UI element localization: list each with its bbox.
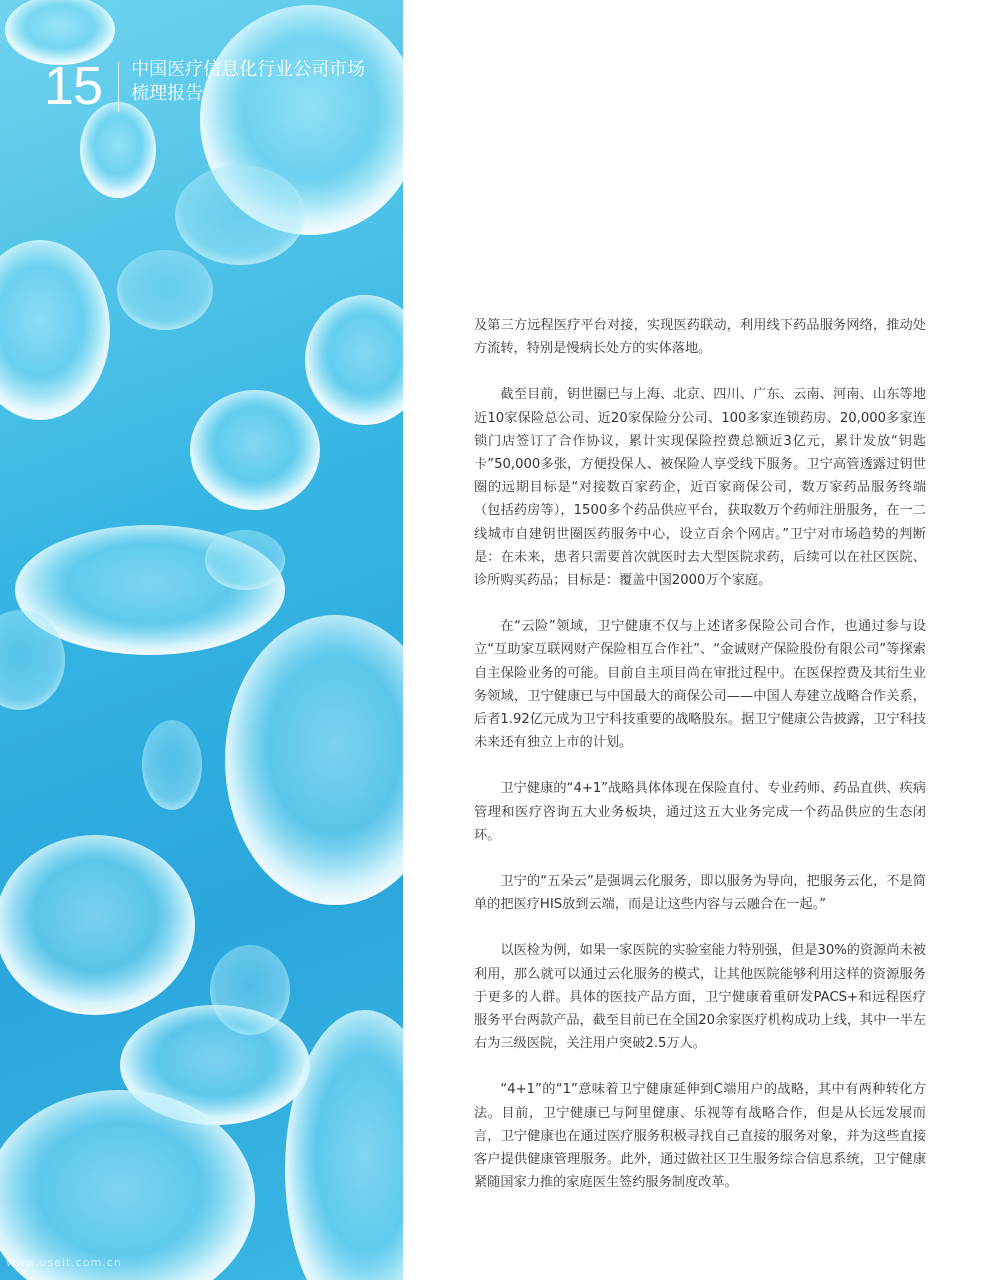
- report-title-line2: 梳理报告: [131, 83, 204, 104]
- paragraph: 在“云险”领域，卫宁健康不仅与上述诸多保险公司合作，也通过参与设立“互助家互联网财产保险相互合作社”、“金诚财产保险股份有限公司”等探索自主保险业务的可能。目前自主项目尚在审批过程中。在医保控费及其衍生业务领域，卫宁健康已与中国最大的商保公司——中国人寿建立战略合作关系，后者1.92亿元成为卫宁科技重要的战略股东。据卫宁健康公告披露，卫宁科技未来还有独立上市的计划。: [474, 619, 926, 751]
- report-title-line1: 中国医疗信息化行业公司市场: [131, 59, 366, 80]
- paragraph: “4+1”的“1”意味着卫宁健康延伸到C端用户的战略，其中有两种转化方法。目前，卫宁健康已与阿里健康、乐视等有战略合作，但是从长远发展而言，卫宁健康也在通过医疗服务积极寻找自己直接的服务对象，并为这些直接客户提供健康管理服务。此外，通过做社区卫生服务综合信息系统，卫宁健康紧随国家力推的家庭医生签约服务制度改革。: [474, 1082, 926, 1191]
- paragraph: 及第三方远程医疗平台对接，实现医药联动，利用线下药品服务网络，推动处方流转，特别是慢病长处方的实体落地。: [474, 318, 926, 357]
- report-title: [131, 58, 391, 106]
- page-header: [44, 58, 391, 114]
- paragraph: 卫宁的“五朵云”是强调云化服务，即以服务为导向，把服务云化，不是简单的把医疗HIS放到云端，而是让这些内容与云融合在一起。”: [474, 874, 926, 913]
- page-number: 15: [44, 56, 103, 116]
- paragraph: 卫宁健康的“4+1”战略具体体现在保险直付、专业药师、药品直供、疾病管理和医疗咨询五大业务板块，通过这五大业务完成一个药品供应的生态闭环。: [474, 781, 926, 843]
- blood-cells-illustration: [0, 0, 403, 1280]
- cover-image-panel: [0, 0, 403, 1280]
- paragraph: 以医检为例，如果一家医院的实验室能力特别强，但是30%的资源尚未被利用，那么就可以通过云化服务的模式，让其他医院能够利用这样的资源服务于更多的人群。具体的医技产品方面，卫宁健康着重研发PACS+和远程医疗服务平台两款产品，截至目前已在全国20余家医疗机构成功上线，其中一半左右为三级医院，关注用户突破2.5万人。: [474, 943, 926, 1052]
- article-body: [474, 314, 926, 1218]
- header-divider: [118, 62, 119, 112]
- watermark: www.useit.com.cn: [6, 1256, 122, 1269]
- paragraph: 截至目前，钥世圈已与上海、北京、四川、广东、云南、河南、山东等地近10家保险总公司、近20家保险分公司、100多家连锁药房、20,000多家连锁门店签订了合作协议，累计实现保险控费总额近3亿元，累计发放“钥匙卡”50,000多张，方便投保人、被保险人享受线下服务。卫宁高管透露过钥世圈的远期目标是“对接数百家药企，近百家商保公司，数万家药品服务终端（包括药房等），1500多个药品供应平台，获取数万个药师注册服务，在一二线城市自建钥世圈医药服务中心，设立百余个网店。”卫宁对市场趋势的判断是：在未来，患者只需要首次就医时去大型医院求药，后续可以在社区医院、诊所购买药品；目标是：覆盖中国2000万个家庭。: [474, 387, 926, 589]
